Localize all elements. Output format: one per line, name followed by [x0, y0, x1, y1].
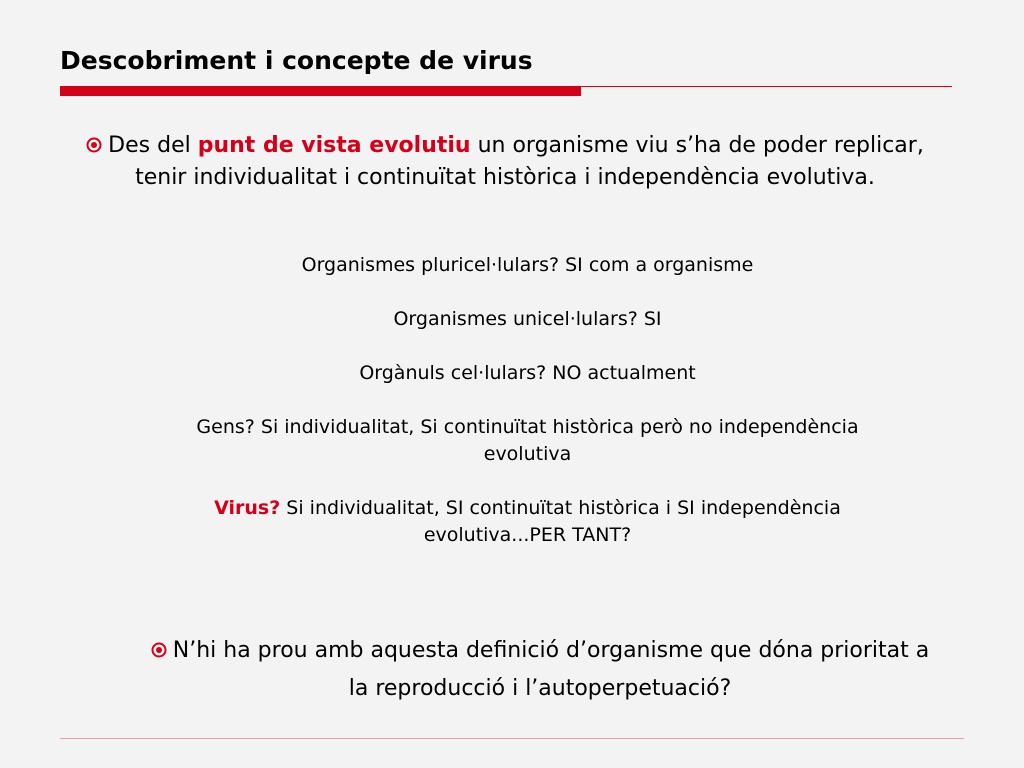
question-organelles: Orgànuls cel·lulars? NO actualment	[359, 362, 696, 384]
question-list	[180, 252, 875, 576]
question-unicellular: Organismes unicel·lulars? SI	[393, 308, 662, 330]
target-circle-icon	[151, 642, 167, 658]
bullet-evolutionary-definition	[60, 130, 950, 194]
question-virus	[180, 495, 875, 549]
slide-title: Descobriment i concepte de virus	[60, 46, 533, 75]
bullet1-prefix: Des del	[108, 133, 198, 158]
target-circle-icon	[86, 137, 102, 153]
title-underline-thin	[581, 86, 952, 87]
question-genes: Gens? Si individualitat, Si continuïtat històrica però no independència evolutiva	[196, 416, 859, 465]
title-underline-thick	[60, 86, 581, 96]
bullet1-highlight: punt de vista evolutiu	[197, 133, 471, 158]
bullet2-text: N’hi ha prou amb aquesta definició d’organisme que dóna prioritat a la reproducció i l’autoperpetuació?	[172, 638, 930, 701]
bullet1-suffix: un organisme viu s’ha de poder replicar, tenir individualitat i continuïtat històrica i independència evolutiva.	[135, 133, 924, 190]
footer-divider	[60, 738, 964, 739]
virus-text: Si individualitat, SI continuïtat històrica i SI independència evolutiva...PER TANT?	[280, 497, 841, 546]
virus-label: Virus?	[214, 497, 281, 519]
question-pluricellular: Organismes pluricel·lulars? SI com a organisme	[301, 254, 754, 276]
bullet-definition-question	[140, 632, 940, 708]
